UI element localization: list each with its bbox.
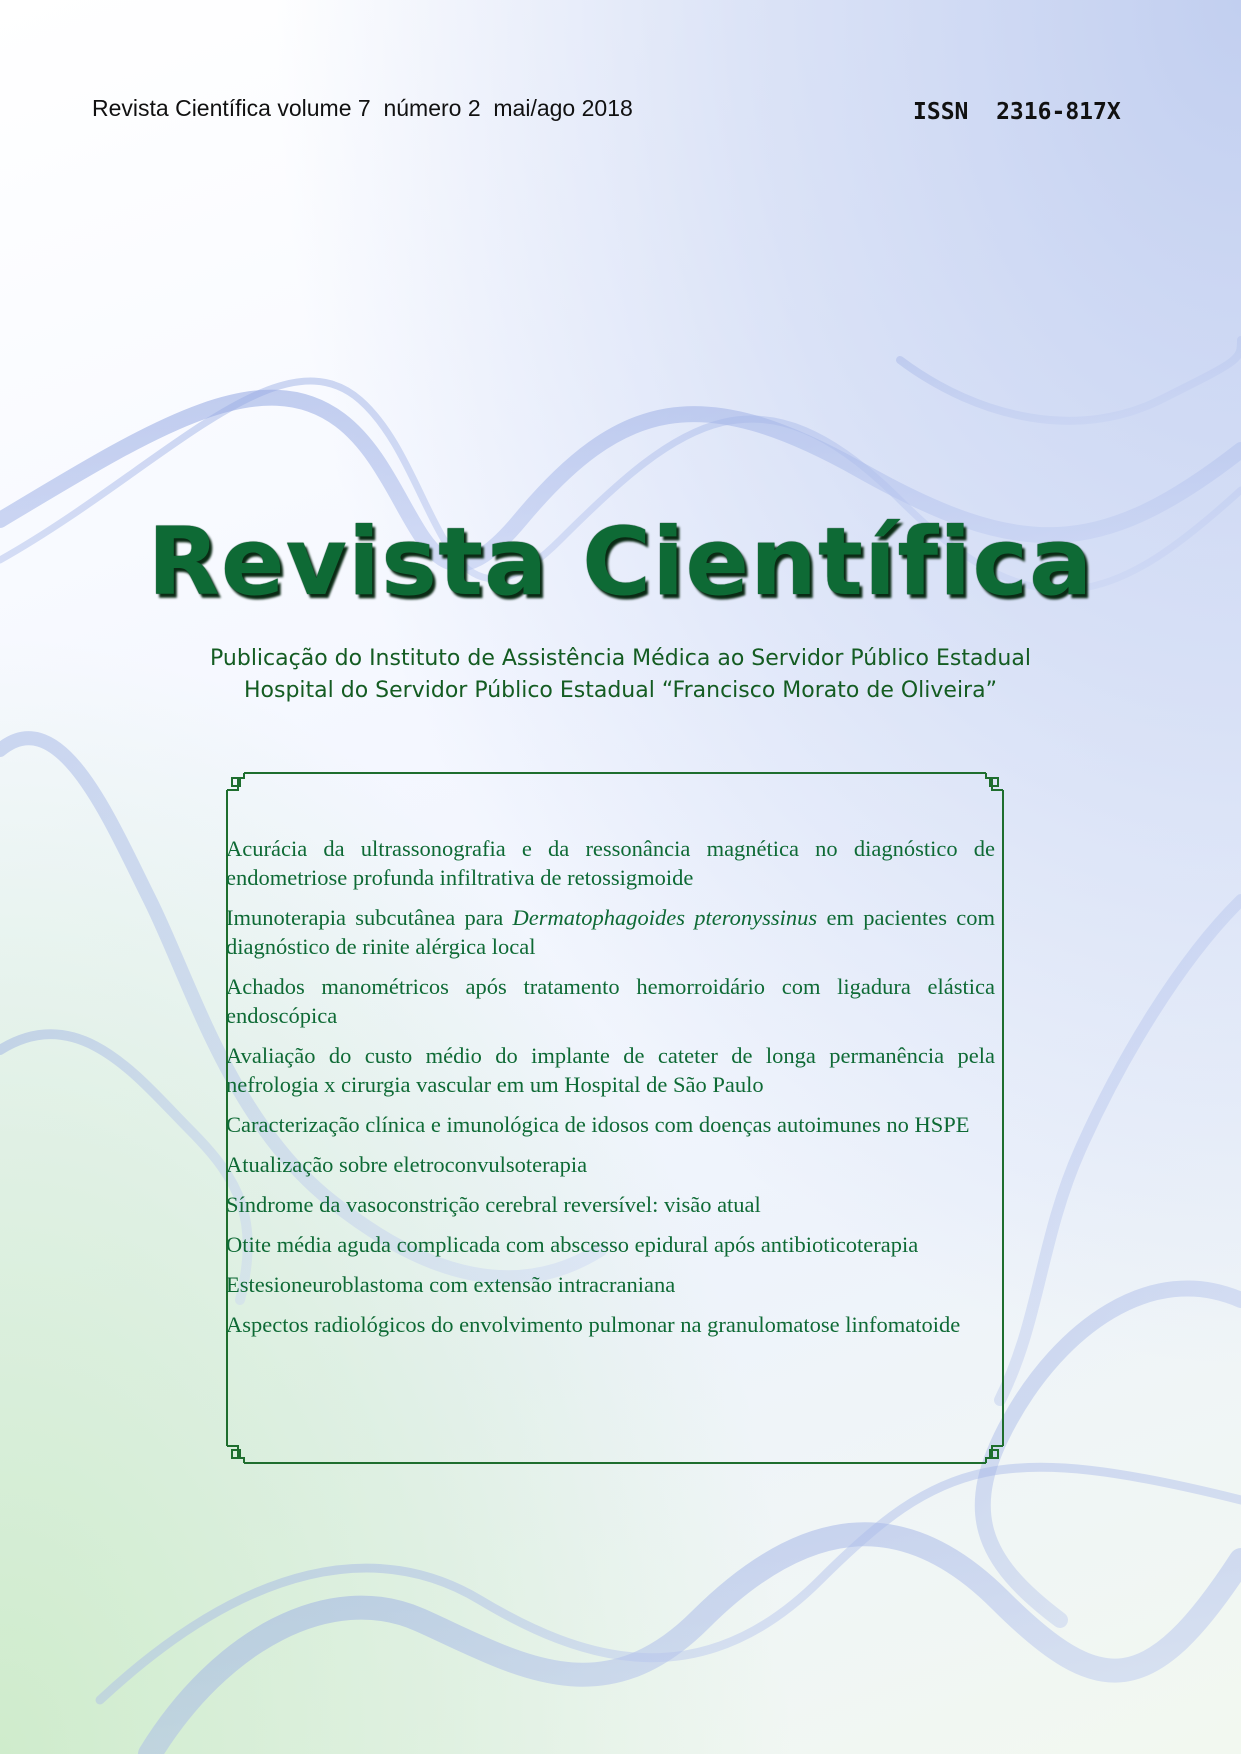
article-title[interactable]: Síndrome da vasoconstrição cerebral reversível: visão atual (226, 1192, 761, 1217)
article-title[interactable]: Aspectos radiológicos do envolvimento pulmonar na granulomatose linfomatoide (226, 1312, 961, 1337)
article-title[interactable]: Otite média aguda complicada com abscesso epidural após antibioticoterapia (226, 1232, 919, 1257)
species-name: Dermatophagoides pteronyssinus (512, 905, 818, 930)
publisher-line: Publicação do Instituto de Assistência Médica ao Servidor Público Estadual (210, 646, 1031, 671)
hospital-line: Hospital do Servidor Público Estadual “Francisco Morato de Oliveira” (244, 678, 997, 703)
article-title[interactable]: Estesioneuroblastoma com extensão intracraniana (226, 1272, 676, 1297)
article-title[interactable] (226, 903, 995, 961)
article-title[interactable]: Atualização sobre eletroconvulsoterapia (226, 1152, 588, 1177)
article-title[interactable]: Caracterização clínica e imunológica de idosos com doenças autoimunes no HSPE (226, 1112, 970, 1137)
issn-number: ISSN 2316-817X (913, 99, 1121, 125)
journal-title: Revista Científica (147, 508, 1094, 617)
article-title[interactable]: Achados manométricos após tratamento hemorroidário com ligadura elástica endoscópica (226, 974, 995, 1028)
article-title[interactable]: Acurácia da ultrassonografia e da ressonância magnética no diagnóstico de endometriose profunda infiltrativa de retossigmoide (226, 836, 995, 890)
issue-info: Revista Científica volume 7 número 2 mai/ago 2018 (92, 95, 633, 121)
article-title-part: em pacientes com diagnóstico de rinite alérgica local (226, 905, 996, 959)
article-title-part: Imunoterapia subcutânea para (226, 905, 513, 930)
table-of-contents (226, 834, 995, 1350)
article-title[interactable]: Avaliação do custo médio do implante de cateter de longa permanência pela nefrologia x cirurgia vascular em um Hospital de São Paulo (226, 1043, 995, 1097)
